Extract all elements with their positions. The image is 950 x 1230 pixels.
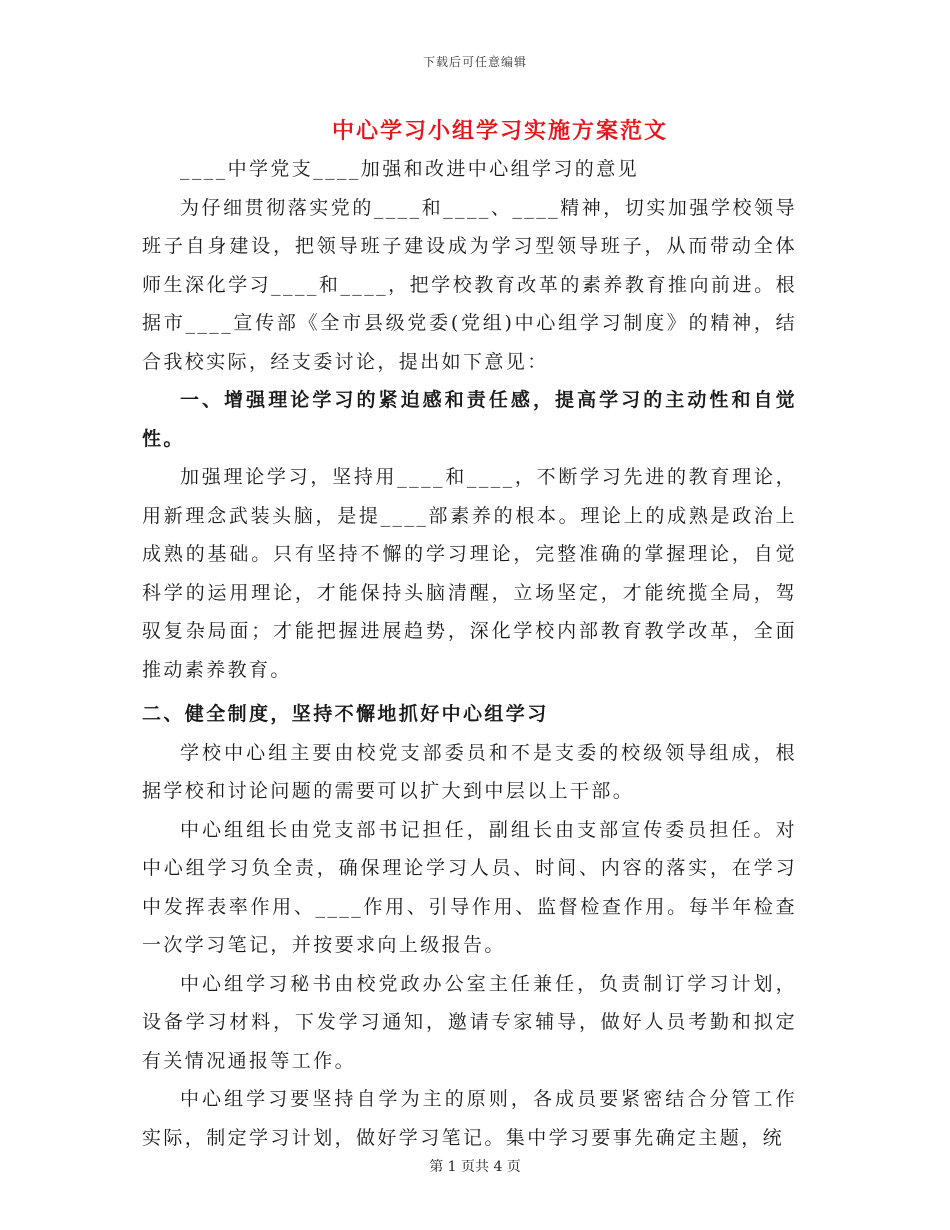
paragraph-section-2-d: 中心组学习要坚持自学为主的原则，各成员要紧密结合分管工作实际，制定学习计划，做好学习笔记。集中学习要事先确定主题，统 [142, 1088, 797, 1149]
document-body [142, 150, 797, 1157]
document-title: 中心学习小组学习实施方案范文 [331, 118, 668, 144]
paragraph-section-2-b: 中心组组长由党支部书记担任，副组长由支部宣传委员担任。对中心组学习负全责，确保理论学习人员、时间、内容的落实，在学习中发挥表率作用、____作用、引导作用、监督检查作用。每半年检查一次学习笔记，并按要求向上级报告。 [142, 818, 797, 956]
header-note: 下载后可任意编辑 [422, 55, 527, 69]
paragraph-intro: 为仔细贯彻落实党的____和____、____精神，切实加强学校领导班子自身建设，把领导班子建设成为学习型领导班子，从而带动全体师生深化学习____和____，把学校教育改革的素养教育推向前进。根据市____宣传部《全市县级党委(党组)中心组学习制度》的精神，结合我校实际，经支委讨论，提出如下意见： [142, 196, 797, 373]
paragraph-section-2-c: 中心组学习秘书由校党政办公室主任兼任，负责制订学习计划，设备学习材料，下发学习通知，邀请专家辅导，做好人员考勤和拟定有关情况通报等工作。 [142, 972, 797, 1072]
paragraph-section-2-a: 学校中心组主要由校党支部委员和不是支委的校级领导组成，根据学校和讨论问题的需要可以扩大到中层以上干部。 [142, 741, 797, 802]
section-heading-1: 一、增强理论学习的紧迫感和责任感，提高学习的主动性和自觉性。 [142, 389, 797, 450]
page-number: 第 1 页共 4 页 [429, 1159, 521, 1175]
paragraph-subtitle: ____中学党支____加强和改进中心组学习的意见 [180, 158, 640, 180]
section-heading-2: 二、健全制度，坚持不懈地抓好中心组学习 [142, 703, 549, 725]
paragraph-section-1: 加强理论学习，坚持用____和____，不断学习先进的教育理论，用新理念武装头脑，是提____部素养的根本。理论上的成熟是政治上成熟的基础。只有坚持不懈的学习理论，完整准确的掌握理论，自觉科学的运用理论，才能保持头脑清醒，立场坚定，才能统揽全局，驾驭复杂局面；才能把握进展趋势，深化学校内部教育教学改革，全面推动素养教育。 [142, 466, 797, 681]
